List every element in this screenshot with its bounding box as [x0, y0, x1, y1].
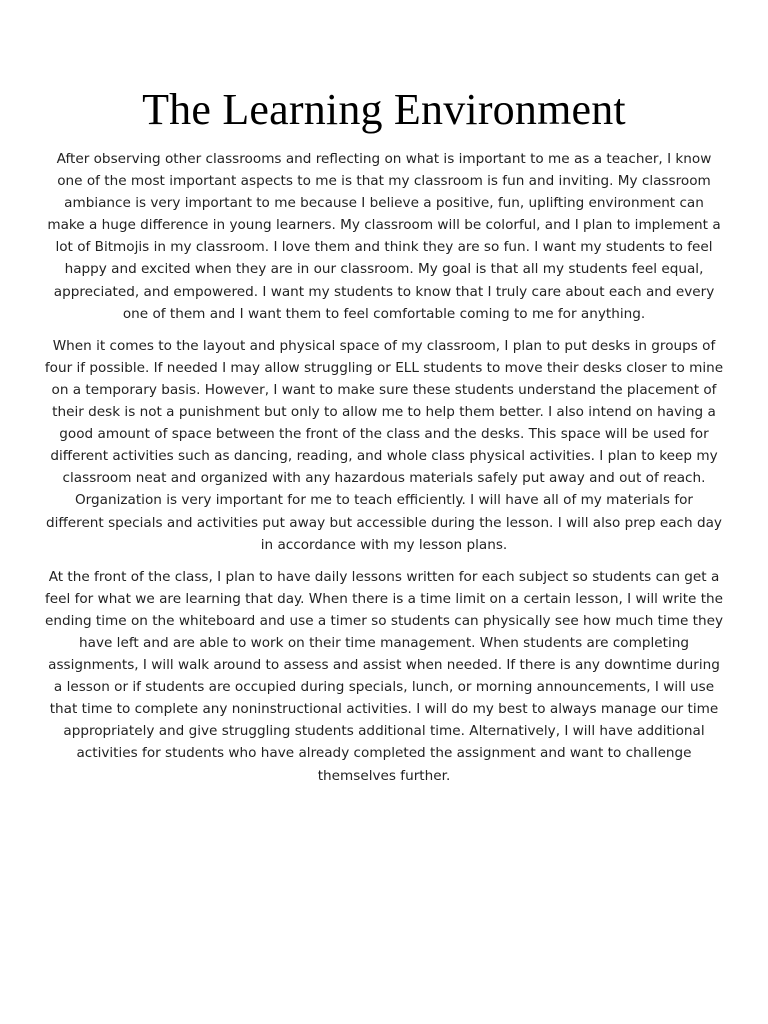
paragraph-physical-layout: When it comes to the layout and physical space of my classroom, I plan to put desks in groups of four if possible. If needed I may allow struggling or ELL students to move their desks closer to mine on a temporary basis. However, I want to make sure these students understand the placement of their desk is not a punishment but only to allow me to help them better. I also intend on having a good amount of space between the front of the class and the desks. This space will be used for different activities such as dancing, reading, and whole class physical activities. I plan to keep my classroom neat and organized with any hazardous materials safely put away and out of reach. Organization is very important for me to teach efficiently. I will have all of my materials for different specials and activities put away but accessible during the lesson. I will also prep each day in accordance with my lesson plans.: [44, 337, 724, 553]
paragraph-classroom-ambiance: After observing other classrooms and reflecting on what is important to me as a teacher, I know one of the most important aspects to me is that my classroom is fun and inviting. My classroom ambiance is very important to me because I believe a positive, fun, uplifting environment can make a huge difference in young learners. My classroom will be colorful, and I plan to implement a lot of Bitmojis in my classroom. I love them and think they are so fun. I want my students to feel happy and excited when they are in our classroom. My goal is that all my students feel equal, appreciated, and empowered. I want my students to know that I truly care about each and every one of them and I want them to feel comfortable coming to me for anything.: [47, 151, 721, 322]
document-body: [44, 148, 724, 797]
document-title: The Learning Environment: [142, 85, 626, 134]
paragraph-time-management: At the front of the class, I plan to have daily lessons written for each subject so students can get a feel for what we are learning that day. When there is a time limit on a certain lesson, I will write the ending time on the whiteboard and use a timer so students can physically see how much time they have left and are able to work on their time management. When students are completing assignments, I will walk around to assess and assist when needed. If there is any downtime during a lesson or if students are occupied during specials, lunch, or morning announcements, I will use that time to complete any noninstructional activities. I will do my best to always manage our time appropriately and give struggling students additional time. Alternatively, I will have additional activities for students who have already completed the assignment and want to challenge themselves further.: [44, 568, 724, 784]
